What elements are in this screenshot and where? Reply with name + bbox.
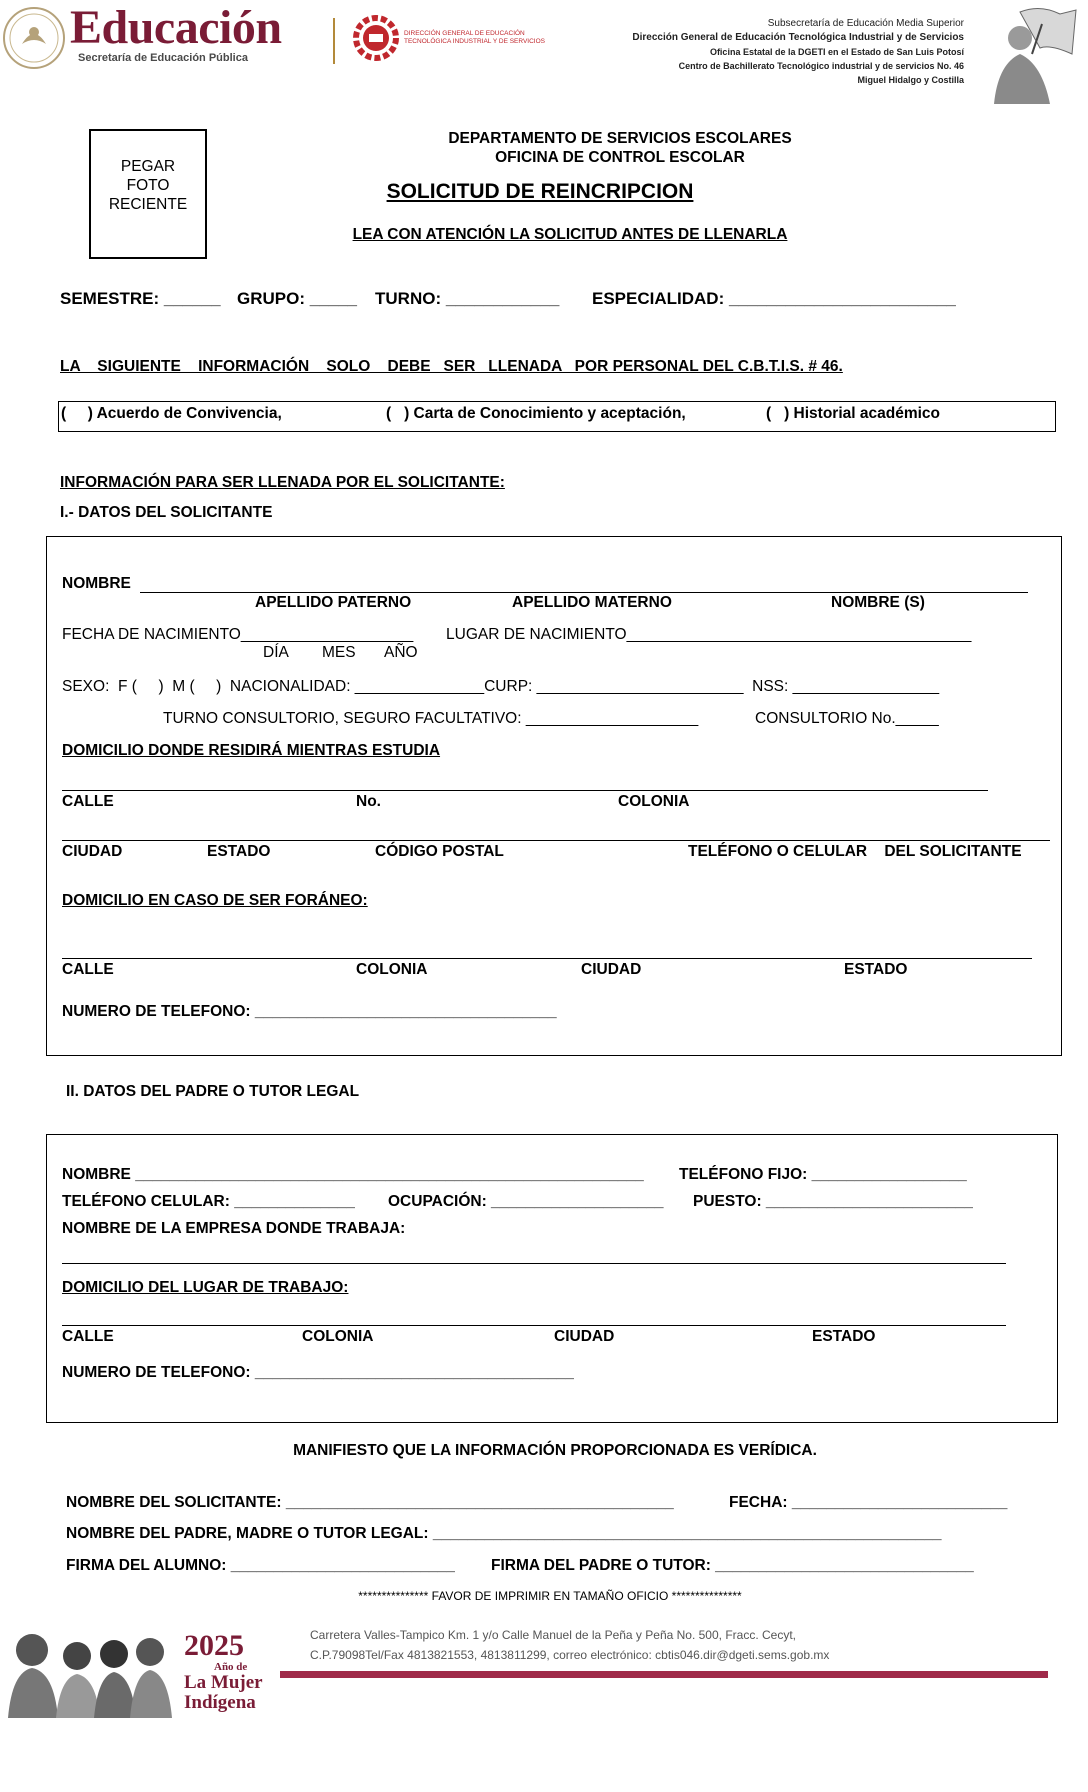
dept-title: DEPARTAMENTO DE SERVICIOS ESCOLARES (448, 130, 792, 147)
dgeti-text (404, 30, 545, 46)
seal-emblem (2, 6, 66, 70)
parent-heading: II. DATOS DEL PADRE O TUTOR LEGAL (66, 1083, 360, 1100)
turno-consultorio-field[interactable]: TURNO CONSULTORIO, SEGURO FACULTATIVO: ____________________ (163, 710, 699, 727)
nombre-solicitante-field[interactable]: NOMBRE DEL SOLICITANTE: _____________________________________________ (66, 1494, 674, 1511)
colonia-label: COLONIA (618, 793, 690, 810)
applicant-heading: I.- DATOS DEL SOLICITANTE (60, 504, 273, 521)
footer-year-line3: Indígena (184, 1692, 256, 1713)
parent-puesto-field[interactable]: PUESTO: ________________________ (693, 1193, 973, 1210)
header-line-2: Dirección General de Educación Tecnológica Industrial y de Servicios (632, 32, 964, 43)
footer-year: 2025 (184, 1629, 244, 1662)
calle-label: CALLE (62, 793, 114, 810)
foraneo-heading: DOMICILIO EN CASO DE SER FORÁNEO: (62, 892, 368, 909)
applicant-box (46, 536, 1062, 1056)
parent-calle-label: CALLE (62, 1328, 114, 1345)
header-line-4: Centro de Bachillerato Tecnológico industrial y de servicios No. 46 (678, 61, 964, 71)
firma-padre-field[interactable]: FIRMA DEL PADRE O TUTOR: ______________________________ (491, 1557, 974, 1574)
office-title: OFICINA DE CONTROL ESCOLAR (495, 149, 745, 166)
footer-year-line2: La Mujer (184, 1672, 263, 1693)
mes-label: MES (322, 644, 356, 661)
staff-notice: LA SIGUIENTE INFORMACIÓN SOLO DEBE SER LLENADA POR PERSONAL DEL C.B.T.I.S. # 46. (60, 358, 843, 375)
apellido-materno-label: APELLIDO MATERNO (512, 594, 672, 611)
nombre-label: NOMBRE (62, 575, 131, 592)
foraneo-line[interactable] (62, 958, 1032, 959)
logo-title: Educación (70, 1, 282, 54)
instructions-title: LEA CON ATENCIÓN LA SOLICITUD ANTES DE LLENARLA (352, 226, 788, 243)
fecha-field[interactable]: FECHA: _________________________ (729, 1494, 1008, 1511)
footer-address-line1: Carretera Valles-Tampico Km. 1 y/o Calle Manuel de la Peña y Peña No. 500, Fracc. Cecyt, (310, 1628, 796, 1642)
nombre-padre-field[interactable]: NOMBRE DEL PADRE, MADRE O TUTOR LEGAL: ___________________________________________________________ (66, 1525, 942, 1542)
heroine-portrait (980, 4, 1078, 104)
ciudad2-label: CIUDAD (581, 961, 642, 978)
main-title: SOLICITUD DE REINCRIPCION (386, 180, 694, 203)
estado2-label: ESTADO (844, 961, 908, 978)
estado-label: ESTADO (207, 843, 271, 860)
footer-year-line1: Año de (214, 1661, 248, 1673)
checkbox-historial-academico[interactable]: ( ) Historial académico (766, 405, 940, 422)
parent-telefono-celular-field[interactable]: TELÉFONO CELULAR: ______________ (62, 1193, 355, 1210)
footer-address-line2: C.P.79098Tel/Fax 4813821553, 4813811299, correo electrónico: cbtis046.dir@dgeti.sems.gob.mx (310, 1648, 830, 1662)
logo-subtitle: Secretaría de Educación Pública (78, 52, 248, 64)
applicant-intro: INFORMACIÓN PARA SER LLENADA POR EL SOLICITANTE: (60, 474, 505, 491)
colonia2-label: COLONIA (356, 961, 428, 978)
parent-nombre-field[interactable]: NOMBRE ___________________________________________________________ (62, 1166, 644, 1183)
fecha-nacimiento-field[interactable]: FECHA DE NACIMIENTO____________________ (62, 626, 414, 643)
checkbox-acuerdo-convivencia[interactable]: ( ) Acuerdo de Convivencia, (61, 405, 282, 422)
footer-color-bar (280, 1671, 1048, 1678)
domicilio-line[interactable] (62, 790, 988, 791)
header-line-1: Subsecretaría de Educación Media Superior (767, 18, 964, 29)
firma-alumno-field[interactable]: FIRMA DEL ALUMNO: __________________________ (66, 1557, 455, 1574)
anio-label: AÑO (384, 644, 418, 661)
header-line-3: Oficina Estatal de la DGETI en el Estado de San Luis Potosí (709, 47, 964, 57)
parent-domicilio-line[interactable] (62, 1325, 1006, 1326)
grupo-field[interactable]: GRUPO: _____ (237, 289, 357, 308)
domicilio-heading: DOMICILIO DONDE RESIDIRÁ MIENTRAS ESTUDIA (62, 742, 441, 759)
photo-box-line3: RECIENTE (108, 196, 188, 213)
header-line-5: Miguel Hidalgo y Costilla (857, 75, 964, 85)
declaration-statement: MANIFIESTO QUE LA INFORMACIÓN PROPORCIONADA ES VERÍDICA. (293, 1442, 817, 1459)
parent-numero-telefono-field[interactable]: NUMERO DE TELEFONO: _____________________________________ (62, 1364, 574, 1381)
numero-telefono-field[interactable]: NUMERO DE TELEFONO: ___________________________________ (62, 1003, 557, 1020)
especialidad-field[interactable]: ESPECIALIDAD: ________________________ (592, 289, 956, 308)
turno-field[interactable]: TURNO: ____________ (375, 289, 560, 308)
header-institution-info (632, 17, 964, 87)
consultorio-no-field[interactable]: CONSULTORIO No._____ (755, 710, 939, 727)
parent-estado-label: ESTADO (812, 1328, 876, 1345)
semestre-field[interactable]: SEMESTRE: ______ (60, 289, 221, 308)
calle2-label: CALLE (62, 961, 114, 978)
parent-domicilio-heading: DOMICILIO DEL LUGAR DE TRABAJO: (62, 1279, 349, 1296)
photo-box-line1: PEGAR (120, 158, 176, 175)
print-note: *************** FAVOR DE IMPRIMIR EN TAMAÑO OFICIO *************** (358, 1589, 742, 1603)
telefono-solicitante-label: TELÉFONO O CELULAR DEL SOLICITANTE (688, 843, 1022, 860)
header-divider (333, 18, 335, 64)
dia-label: DÍA (263, 644, 289, 661)
nombre-line[interactable] (140, 592, 1028, 593)
parent-colonia-label: COLONIA (302, 1328, 374, 1345)
parent-ocupacion-field[interactable]: OCUPACIÓN: ____________________ (388, 1193, 664, 1210)
dgeti-gear-icon (352, 14, 400, 62)
parent-empresa-line[interactable] (62, 1263, 1006, 1264)
footer-address (310, 1625, 829, 1665)
ciudad-line[interactable] (62, 840, 1050, 841)
photo-box-line2: FOTO (126, 177, 170, 194)
indigenous-women-illustration (2, 1620, 180, 1718)
codigo-postal-label: CÓDIGO POSTAL (375, 843, 504, 860)
photo-box (89, 129, 207, 259)
parent-ciudad-label: CIUDAD (554, 1328, 615, 1345)
no-label: No. (356, 793, 381, 810)
lugar-nacimiento-field[interactable]: LUGAR DE NACIMIENTO________________________________________ (446, 626, 972, 643)
parent-telefono-fijo-field[interactable]: TELÉFONO FIJO: __________________ (679, 1166, 967, 1183)
dgeti-text-line1: DIRECCIÓN GENERAL DE EDUCACIÓN (404, 30, 525, 37)
parent-empresa-label: NOMBRE DE LA EMPRESA DONDE TRABAJA: (62, 1220, 406, 1237)
checkbox-carta-conocimiento[interactable]: ( ) Carta de Conocimiento y aceptación, (386, 405, 686, 422)
sexo-nacionalidad-curp-nss-row[interactable]: SEXO: F ( ) M ( ) NACIONALIDAD: _______________CURP: ________________________ NSS: _________________ (62, 678, 940, 695)
apellido-paterno-label: APELLIDO PATERNO (255, 594, 412, 611)
dgeti-text-line2: TECNOLÓGICA INDUSTRIAL Y DE SERVICIOS (404, 38, 545, 45)
nombres-label: NOMBRE (S) (831, 594, 925, 611)
ciudad-label: CIUDAD (62, 843, 123, 860)
